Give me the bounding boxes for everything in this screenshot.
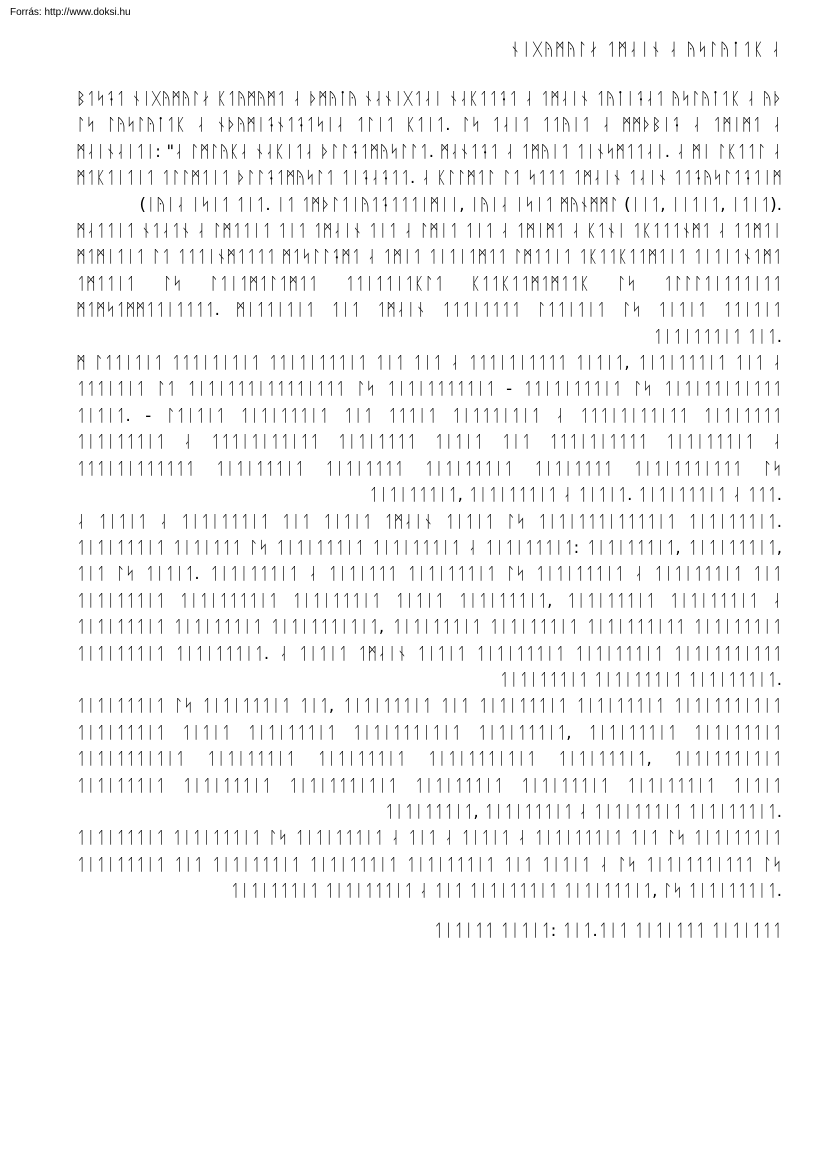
paragraph-1: ᛒᛐᛋᛑᛐ ᚾᛁᚷᚤᛗᚤᛚᛅ ᛕᛐᚤᛗᚤᛗᛐ ᛆ ᚦᛗᚤᛙᚤ ᚾᛆᚾᛁᚷᛐᛆᛁ ᚾᛆᛕᛐᛐᛑᛐ ᛆ ᛐᛗᛆᛁᚾ ᛐᚤᛙᛁᛑᛆᛐ ᚤᛋᛚᚤᛙᛐᛕ ᛆ ᚤᚦ ᛚᛋ ᛚᚤᛋᛚᚤᛙᛐᛕ ᛆ ᚾᚦᚤᛗᛁᛑᚾᛐᛑᛐᛋᛁᛆ ᛐᛚᛁᛐ ᛕᛐᛁᛐ. ᛚᛋ ᛐᛆᛁᛐ ᛐᛐᚤᛁᛐ ᛆ ᛗᛗᚦᛒᛁᛑ ᛆ ᛐᛗᛁᛗᛐ ᛆ ᛗᛆᛁᚾᛆᛁᛐᛁ: "ᛆ ᛚᛗᛚᚤᛕᛆ ᚾᛆᛕᛁᛐᛆ ᚦᛚᛚᛑᛐᛗᚤᛋᛚᛚᛐ. ᛗᛆᚾᛐᛑᛐ ᛆ ᛐᛗᚤᛁᛐ ᛐᛁᚾᛋᛗᛐᛐᛆᛁ. ᛆ ᛗᛁ ᛚᛕᛐᛐᛚ ᛆ ᛗᛐᛕᛐᛁᛐᛁᛐ ᛐᛚᛚᛗᛐᛁᛐ ᚦᛚᛚᛑᛐᛗᚤᛋᛚᛐ ᛐᛁᛑᛆᛑᛐᛐ. ᛆ ᛕᛚᛚᛗᛐᛚ ᛚᛐ ᛋᛐᛐᛐ ᛐᛗᛆᛁᚾ ᛐᛆᛁᚾ ᛐᛐᛑᚤᛋᛚᛐᛑᛐᛁᛗ (ᛁᚤᛁᛆ ᛁᛋᛁᛐ ᛐᛁᛐ. ᛁᛐ ᛐᛗᚦᛚᛐᛁᚤᛐᛑᛐᛐᛐᛁᛗᛁᛁ, ᛁᚤᛁᛆ ᛁᛋᛁᛐ ᛗᚤᚾᛗᛗᛚ (ᛁᛁᛐ, ᛁᛁᛐᛁᛐ, ᛁᛐᛁᛐ). bbox=[76, 89, 782, 214]
paragraph-5: ᛐᛁᛐᛁᛐᛐᛐᛁᛐ ᛚᛋ ᛐᛁᛐᛁᛐᛐᛐᛁᛐ ᛐᛁᛐ, ᛐᛁᛐᛁᛐᛐᛐᛁᛐ ᛐᛁᛐ ᛐᛁᛐᛁᛐᛐᛐᛁᛐ ᛐᛁᛐᛁᛐᛐᛐᛁᛐ ᛐᛁᛐᛁᛐᛐᛐᛁᛐᛁᛐ ᛐᛁᛐᛁᛐᛐᛐᛁᛐ ᛐᛁᛐᛁᛐ ᛐᛁᛐᛁᛐᛐᛐᛁᛐ ᛐᛁᛐᛁᛐᛐᛐᛁᛐᛁᛐ ᛐᛁᛐᛁᛐᛐᛐᛁᛐ, ᛐᛁᛐᛁᛐᛐᛐᛁᛐ ᛐᛁᛐᛁᛐᛐᛐᛁᛐ ᛐᛁᛐᛁᛐᛐᛐᛁᛐᛁᛐ ᛐᛁᛐᛁᛐᛐᛐᛁᛐ ᛐᛁᛐᛁᛐᛐᛐᛁᛐ ᛐᛁᛐᛁᛐᛐᛐᛁᛐᛁᛐ ᛐᛁᛐᛁᛐᛐᛐᛁᛐ, ᛐᛁᛐᛁᛐᛐᛐᛁᛐᛁᛐ ᛐᛁᛐᛁᛐᛐᛐᛁᛐ ᛐᛁᛐᛁᛐᛐᛐᛁᛐ ᛐᛁᛐᛁᛐᛐᛐᛁᛐᛁᛐ ᛐᛁᛐᛁᛐᛐᛐᛁᛐ ᛐᛁᛐᛁᛐᛐᛐᛁᛐ ᛐᛁᛐᛁᛐᛐᛐᛁᛐ ᛐᛁᛐᛁᛐ ᛐᛁᛐᛁᛐᛐᛐᛁᛐ, ᛐᛁᛐᛁᛐᛐᛐᛁᛐ ᛆ ᛐᛁᛐᛁᛐᛐᛐᛁᛐ ᛐᛁᛐᛁᛐᛐᛐᛁᛐ. bbox=[76, 696, 782, 821]
document-title: ᚾᛁᚷᚤᛗᚤᛚᛅ ᛐᛗᛆᛁᚾ ᛆ ᚤᛋᛚᚤᛙᛐᛕ ᛆ bbox=[509, 40, 782, 60]
source-label: Forrás: http://www.doksi.hu bbox=[10, 7, 131, 18]
paragraph-6: ᛐᛁᛐᛁᛐᛐᛐᛁᛐ ᛐᛁᛐᛁᛐᛐᛐᛁᛐ ᛚᛋ ᛐᛁᛐᛁᛐᛐᛐᛁᛐ ᛆ ᛐᛁᛐ ᛆ ᛐᛁᛐᛁᛐ ᛆ ᛐᛁᛐᛁᛐᛐᛐᛁᛐ ᛐᛁᛐ ᛚᛋ ᛐᛁᛐᛁᛐᛐᛐᛁᛐ ᛐᛁᛐᛁᛐᛐᛐᛁᛐ ᛐᛁᛐ ᛐᛁᛐᛁᛐᛐᛐᛁᛐ ᛐᛁᛐᛁᛐᛐᛐᛁᛐ ᛐᛁᛐᛁᛐᛐᛐᛁᛐ ᛐᛁᛐ ᛐᛁᛐᛁᛐ ᛆ ᛚᛋ ᛐᛁᛐᛁᛐᛐᛐᛁᛐᛐᛐ ᛚᛋ ᛐᛁᛐᛁᛐᛐᛐᛁᛐ ᛐᛁᛐᛁᛐᛐᛐᛁᛐ ᛆ ᛐᛁᛐ ᛐᛁᛐᛁᛐᛐᛐᛁᛐ ᛐᛁᛐᛁᛐᛐᛐᛁᛐ, ᛚᛋ ᛐᛁᛐᛁᛐᛐᛐᛁᛐ. bbox=[76, 828, 782, 901]
document-footer: ᛐᛁᛐᛁᛐᛐ ᛐᛁᛐᛁᛐ: ᛐᛁᛐ.ᛐᛁᛐ ᛐᛁᛐᛁᛐᛐᛐ ᛐᛁᛐᛁᛐᛐᛐ bbox=[433, 920, 782, 941]
paragraph-3: ᛗ ᛚᛐᛐᛁᛐᛁᛐ ᛐᛐᛐᛁᛐᛁᛐᛁᛐ ᛐᛐᛁᛐᛁᛐᛐᛐᛁᛐ ᛐᛁᛐ ᛐᛁᛐ ᛆ ᛐᛐᛐᛁᛐᛁᛐᛐᛐᛐ ᛐᛁᛐᛁᛐ, ᛐᛁᛐᛁᛐᛐᛐᛁᛐ ᛐᛁᛐ ᛆ ᛐᛐᛐᛁᛐᛁᛐ ᛚᛐ ᛐᛁᛐᛁᛐᛐᛐᛁᛐᛐᛐᛐᛁᛐᛐᛐ ᛚᛋ ᛐᛁᛐᛁᛐᛐᛐᛐᛐᛁᛐ - ᛐᛐᛁᛐᛁᛐᛐᛐᛁᛐ ᛚᛋ ᛐᛁᛐᛁᛐᛐᛁᛐᛁᛐᛐᛐ ᛐᛁᛐᛁᛐ. - ᛚᛐᛁᛐᛁᛐ ᛐᛁᛐᛁᛐᛐᛐᛁᛐ ᛐᛁᛐ ᛐᛐᛐᛁᛐ ᛐᛁᛐᛐᛐᛁᛐᛁᛐ ᛆ ᛐᛐᛐᛁᛐᛁᛐᛐᛁᛐᛐ ᛐᛁᛐᛁᛐᛐᛐᛐ ᛐᛁᛐᛁᛐᛐᛐᛁᛐ ᛆ ᛐᛐᛐᛁᛐᛁᛐᛐᛁᛐᛐ ᛐᛁᛐᛁᛐᛐᛐᛐ ᛐᛁᛐᛁᛐ ᛐᛁᛐ ᛐᛐᛐᛁᛐᛁᛐᛐᛐᛐ ᛐᛁᛐᛁᛐᛐᛐᛁᛐ ᛆ ᛐᛐᛐᛁᛐᛁᛐᛐᛐᛐᛐᛐ ᛐᛁᛐᛁᛐᛐᛐᛁᛐ ᛐᛁᛐᛁᛐᛐᛐᛐ ᛐᛁᛐᛁᛐᛐᛐᛁᛐ ᛐᛁᛐᛁᛐᛐᛐᛐ ᛐᛁᛐᛁᛐᛐᛐᛁᛐᛐᛐ ᛚᛋ ᛐᛁᛐᛁᛐᛐᛐᛁᛐ, ᛐᛁᛐᛁᛐᛐᛐᛁᛐ ᛆ ᛐᛁᛐᛁᛐ. ᛐᛁᛐᛁᛐᛐᛐᛁᛐ ᛆ ᛐᛐᛐ. bbox=[76, 353, 782, 505]
paragraph-4: ᛆ ᛐᛁᛐᛁᛐ ᛆ ᛐᛁᛐᛁᛐᛐᛐᛁᛐ ᛐᛁᛐ ᛐᛁᛐᛁᛐ ᛐᛗᛆᛁᚾ ᛐᛁᛐᛁᛐ ᛚᛋ ᛐᛁᛐᛁᛐᛐᛐᛁᛐᛐᛐᛐᛁᛐ ᛐᛁᛐᛁᛐᛐᛐᛁᛐ. ᛐᛁᛐᛁᛐᛐᛐᛁᛐ ᛐᛁᛐᛁᛐᛐᛐ ᛚᛋ ᛐᛁᛐᛁᛐᛐᛐᛁᛐ ᛐᛁᛐᛁᛐᛐᛐᛁᛐ ᛆ ᛐᛁᛐᛁᛐᛐᛐᛁᛐ: ᛐᛁᛐᛁᛐᛐᛐᛁᛐ, ᛐᛁᛐᛁᛐᛐᛐᛁᛐ, ᛐᛁᛐ ᛚᛋ ᛐᛁᛐᛁᛐ. ᛐᛁᛐᛁᛐᛐᛐᛁᛐ ᛆ ᛐᛁᛐᛁᛐᛐᛐ ᛐᛁᛐᛁᛐᛐᛐᛁᛐ ᛚᛋ ᛐᛁᛐᛁᛐᛐᛐᛁᛐ ᛆ ᛐᛁᛐᛁᛐᛐᛐᛁᛐ ᛐᛁᛐ ᛐᛁᛐᛁᛐᛐᛐᛁᛐ ᛐᛁᛐᛁᛐᛐᛐᛐᛁᛐ ᛐᛁᛐᛁᛐᛐᛐᛁᛐ ᛐᛁᛐᛁᛐ ᛐᛁᛐᛁᛐᛐᛐᛁᛐ, ᛐᛁᛐᛁᛐᛐᛐᛁᛐ ᛐᛁᛐᛁᛐᛐᛐᛁᛐ ᛆ ᛐᛁᛐᛁᛐᛐᛐᛁᛐ ᛐᛁᛐᛁᛐᛐᛐᛁᛐ ᛐᛁᛐᛁᛐᛐᛐᛁᛐᛁᛐ, ᛐᛁᛐᛁᛐᛐᛐᛁᛐ ᛐᛁᛐᛁᛐᛐᛐᛁᛐ ᛐᛁᛐᛁᛐᛐᛐᛁᛐᛐ ᛐᛁᛐᛁᛐᛐᛐᛁᛐ ᛐᛁᛐᛁᛐᛐᛐᛁᛐ ᛐᛁᛐᛁᛐᛐᛐᛁᛐ. ᛆ ᛐᛁᛐᛁᛐ ᛐᛗᛆᛁᚾ ᛐᛁᛐᛁᛐ ᛐᛁᛐᛁᛐᛐᛐᛁᛐ ᛐᛁᛐᛁᛐᛐᛐᛁᛐ ᛐᛁᛐᛁᛐᛐᛐᛁᛐᛐᛐ ᛐᛁᛐᛁᛐᛐᛐᛁᛐ ᛐᛁᛐᛁᛐᛐᛐᛁᛐ ᛐᛁᛐᛁᛐᛐᛐᛁᛐ. bbox=[76, 511, 782, 689]
document-body bbox=[76, 40, 782, 941]
paragraph-2: ᛗᛆᛐᛐᛁᛐ ᚾᛐᛆᛐᚾ ᛆ ᛚᛗᛐᛐᛁᛐ ᛐᛁᛐ ᛐᛗᛆᛁᚾ ᛐᛁᛐ ᛆ ᛚᛗᛁᛐ ᛐᛁᛐ ᛆ ᛐᛗᛁᛗᛐ ᛆ ᛕᛐᚾᛁ ᛐᛕᛐᛐᛐᚾᛗᛐ ᛆ ᛐᛐᛗᛐᛁ ᛗᛐᛗᛁᛐᛁᛐ ᛚᛐ ᛐᛐᛐᛁᚾᛗᛐᛐᛐᛐ ᛗᛐᛋᛚᛚᛑᛗᛐ ᛆ ᛐᛗᛁᛐ ᛐᛁᛐᛁᛐᛗᛐᛐ ᛚᛗᛐᛐᛁᛐ ᛐᛕᛐᛐᛕᛐᛐᛗᛐᛁᛐ ᛐᛁᛐᛁᛐᚾᛐᛗᛐ ᛐᛗᛐᛐᛁᛐ ᛚᛋ ᛚᛐᛁᛐᛗᛐᛚᛐᛗᛐᛐ ᛐᛐᛁᛐᛐᛁᛐᛕᛚᛐ ᛕᛐᛐᛕᛐᛐᛗᛐᛗᛐᛐᛕ ᛚᛋ ᛐᛚᛚᛚᛐᛁᛐᛐᛐᛁᛐᛐ ᛗᛐᛗᛋᛐᛗᛗᛐᛐᛁᛐᛐᛐᛐ. ᛗᛁᛐᛐᛁᛐᛁᛐ ᛐᛁᛐ ᛐᛗᛆᛁᚾ ᛐᛐᛐᛁᛐᛐᛐᛐ ᛚᛐᛐᛁᛐᛁᛐ ᛚᛋ ᛐᛁᛐᛁᛐ ᛐᛐᛁᛐᛁᛐ ᛐᛁᛐᛁᛐᛐᛐᛁᛐ ᛐᛁᛐ. bbox=[76, 221, 782, 346]
